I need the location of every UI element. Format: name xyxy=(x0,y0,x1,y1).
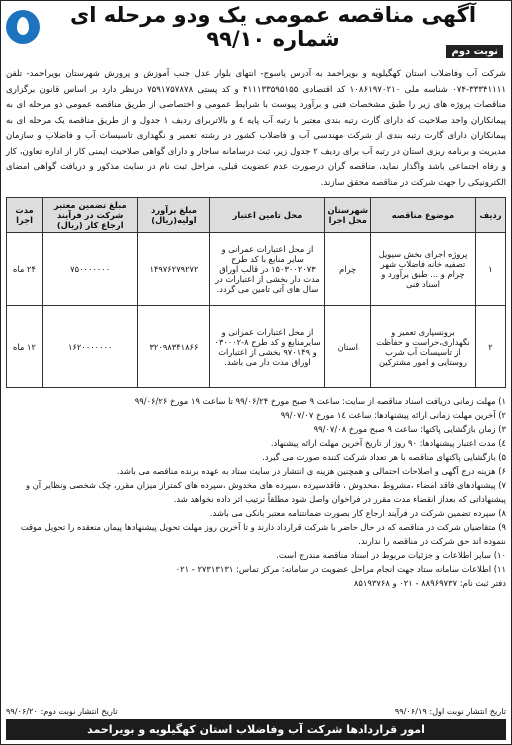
cell-subject: برونسپاری تعمیر و نگهداری،حراست و حفاظت از تاسیسات آب شرب روستایی و امور مشترکین xyxy=(371,306,476,388)
publish-dates xyxy=(6,706,506,716)
cell-funding: از محل اعتبارات عمرانی و سایرمنابع و کد طرح ۸-۰۳۰۰۰۲ و ۹۷۰۱۴۹ بخشی از اعتبارات اوراق مدت دار می باشد. xyxy=(210,306,325,388)
cell-funding: از محل اعتبارات عمرانی و سایر منابع با کد طرح ۱۵۰۳۰۰۲۰۷۳ در قالب اوراق مدت دار بخشی از اعتبارات در سال های آتی تامین می گردد. xyxy=(210,233,325,306)
col-guarantee: مبلغ تضمین معتبر شرکت در فرآیند ارجاع کار (ریال) xyxy=(43,198,138,233)
note-item: ۸) سپرده تضمین شرکت در فرآیند ارجاع کار بصورت ضمانتنامه معتبر بانکی می باشد. xyxy=(209,508,506,518)
note-item: ۱) مهلت زمانی دریافت اسناد مناقصه از سایت: ساعت ۹ صبح مورخ ۹۹/۰۶/۲۴ تا ساعت ۱۹ مورخ ۹۹/۰۶/۲۶ xyxy=(134,396,506,406)
col-subject: موضوع مناقصه xyxy=(371,198,476,233)
notes-list xyxy=(6,394,506,590)
cell-estimate: ۳۲۰۹۸۳۴۱۸۶۶ xyxy=(138,306,210,388)
water-drop-logo-icon xyxy=(6,10,40,44)
cell-subject: پروژه اجرای بخش سیویل تصفیه خانه فاضلاب شهر چرام و ... طبق برآورد و اسناد فنی xyxy=(371,233,476,306)
cell-duration: ۲۴ ماه xyxy=(7,233,43,306)
cell-row: ۲ xyxy=(476,306,506,388)
cell-duration: ۱۲ ماه xyxy=(7,306,43,388)
footer xyxy=(6,706,506,740)
note-item: ۹) متقاضیان شرکت در مناقصه که در حال حاضر با شرکت قرارداد دارند و تا آخرین روز مهلت تحویل پیشنهادها پیمان منعقده را تحویل موقت ننموده اند حق شرکت در مناقصه را ندارند. xyxy=(20,522,506,546)
note-item: ۲) آخرین مهلت زمانی ارائه پیشنهادها: ساعت ۱٤ مورخ ۹۹/۰۷/۰۷ xyxy=(280,410,506,420)
cell-city: استان xyxy=(325,306,371,388)
note-item: ۶) هزینه درج آگهی و اصلاحات احتمالی و همچنین هزینه ی انتشار در سایت ستاد به عهده برنده مناقصه می باشد. xyxy=(116,466,506,476)
note-item: ۷) پیشنهادهای فاقد امضاء ،مشروط ،مخدوش ، فاقدسپرده ،سپرده های مخدوش ،سپرده های کمتراز میزان مقرر، چک شخصی ونظایر آن و پیشنهاداتی که بعداز انقضاء مدت مقرر در فراخوان واصل شود مطلقاً ترتیب اثر داده نخواهد شد. xyxy=(25,480,506,504)
note-item: ۵) بازگشایی پاکتهای مناقصه با هر تعداد شرکت کننده صورت می گیرد. xyxy=(262,452,506,462)
cell-guarantee: ۷۵۰۰۰۰۰۰۰ xyxy=(43,233,138,306)
col-row: ردیف xyxy=(476,198,506,233)
col-funding: محل تامین اعتبار xyxy=(210,198,325,233)
cell-guarantee: ۱۶۲۰۰۰۰۰۰۰ xyxy=(43,306,138,388)
cell-estimate: ۱۴۹۷۶۲۷۹۲۷۲ xyxy=(138,233,210,306)
footer-bar: امور قراردادها شرکت آب وفاضلاب استان کهگیلویه و بویراحمد xyxy=(6,719,506,740)
col-city: شهرستان محل اجرا xyxy=(325,198,371,233)
header xyxy=(6,5,506,49)
tender-table xyxy=(6,197,506,388)
cell-city: چرام xyxy=(325,233,371,306)
col-duration: مدت اجرا xyxy=(7,198,43,233)
col-estimate: مبلغ برآورد اولیه(ریال) xyxy=(138,198,210,233)
table-row xyxy=(7,233,506,306)
intro-paragraph: شرکت آب وفاضلاب استان کهگیلویه و بویراحمد به آدرس یاسوج- انتهای بلوار عدل جنب آموزش و پرورش شهرستان بویراحمد- تلفن ۳۳۳۴۱۱۱۱-۰۷۴ شناسه ملی ۱۰۸۶۱۹۷۰۲۱۰ کد اقتصادی ۴۱۱۱۳۳۵۹۵۱۵۵ و کد پستی ۷۵۹۱۷۵۷۸۷۸ درنظر دارد بر اساس قانون برگزاری مناقصات پروژه های زیر را طبق مشخصات فنی و برآورد پیوست با شرایط عمومی و اختصاصی از طریق مناقصه عمومی دو مرحله ای به پیمانکاران واجد صلاحیت که دارای گارت رتبه بندی معتبر با رتبه آب پایه ٤ و بالاتربرای ردیف ۱ جدول و از طریق مناقصه یک مرحله ای به پیمانکاران دارای گارت رتبه بندی از شرکت مهندسی آب و فاضلاب کشور در رشته تعمیر و نگهداری تاسیسات آب و فاضلاب و سازمان مدیریت و برنامه ریزی استان در رتبه آب برای ردیف ۲ جدول زیر، ثبت درسامانه ساجار و دارای گواهی صلاحیت ایمنی کار از اداره تعاون، کار و رفاه اجتماعی باشد واگذار نماید، مناقصه گران درصورت عدم عضویت قبلی، مراحل ثبت نام در سایت مذکور و دریافت گواهی امضای الکترونیکی را جهت شرکت در مناقصه محقق سازند. xyxy=(6,69,507,188)
note-item: ۱۱) اطلاعات سامانه ستاد جهت انجام مراحل عضویت در سامانه: مرکز تماس: ۲۷۳۱۳۱۳۱ - ۰۲۱ xyxy=(175,564,506,574)
note-item: ٤) مدت اعتبار پیشنهادها: ۹۰ روز از تاریخ آخرین مهلت ارائه پیشنهاد. xyxy=(270,438,506,448)
note-item: ۱۰) سایر اطلاعات و جزئیات مربوط در اسناد مناقصه مندرج است. xyxy=(276,550,506,560)
note-item: دفتر ثبت نام: ۸۸۹۶۹۷۳۷ - ۰۲۱ و ۸۵۱۹۳۷۶۸ xyxy=(353,578,506,588)
notice-title: آگهی مناقصه عمومی یک ودو مرحله ای شماره ۹۹/۱۰ xyxy=(69,3,477,51)
table-row xyxy=(7,306,506,388)
date-first: تاریخ انتشار نوبت اول: ۹۹/۰۶/۱۹ xyxy=(394,706,506,716)
round-badge: نوبت دوم xyxy=(446,45,503,58)
cell-row: ۱ xyxy=(476,233,506,306)
date-second: تاریخ انتشار نوبت دوم: ۹۹/۰۶/۲۰ xyxy=(6,706,118,716)
note-item: ۳) زمان بازگشایی پاکتها: ساعت ۹ صبح مورخ ۹۹/۰۷/۰۸ xyxy=(313,424,506,434)
